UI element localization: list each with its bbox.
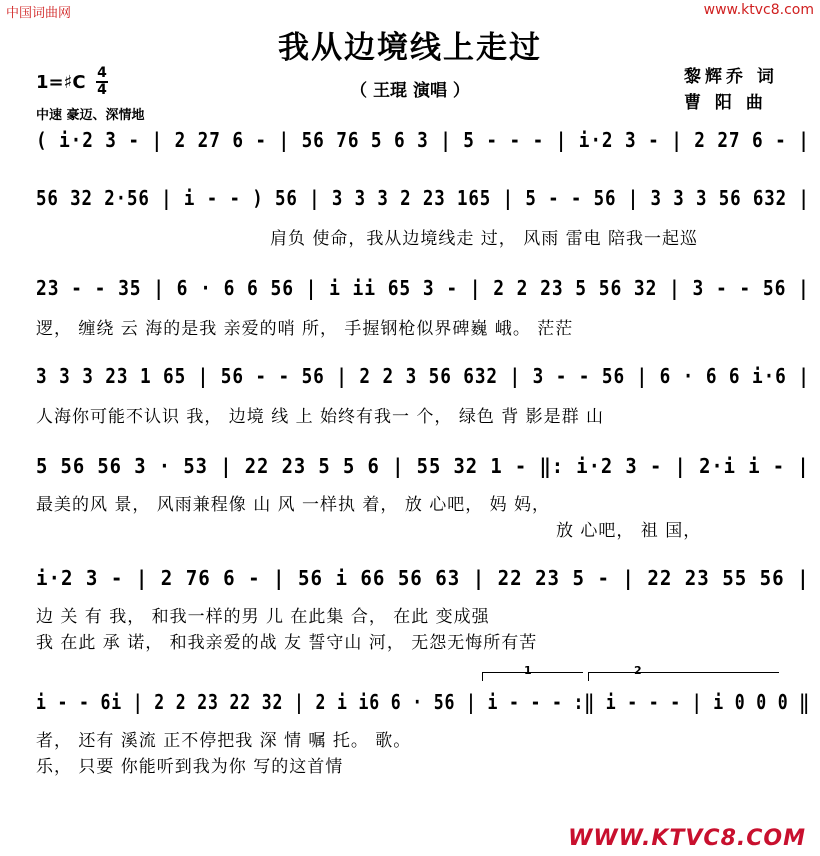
notation-line-3: 23 - - 35 | 6 · 6 6 56 | i ii 65 3 - | 2 2 23 5 56 32 | 3 - - 56 | xyxy=(36,276,810,300)
singer-credit: （ 王琨 演唱 ） xyxy=(350,81,470,101)
notation-line-4: 3 3 3 23 1 65 | 56 - - 56 | 2 2 3 56 632 | 3 - - 56 | 6 · 6 6 i·6 | xyxy=(36,364,810,388)
lyrics-line-5b: 放 心吧， 祖 国， xyxy=(556,521,702,541)
notation-line-5: 5 56 56 3 · 53 | 22 23 5 5 6 | 55 32 1 - ‖: i·2 3 - | 2·i i - | xyxy=(36,454,810,478)
time-signature xyxy=(96,66,108,98)
lyrics-line-6b: 我 在此 承 诺， 和我亲爱的战 友 誓守山 河， 无怨无悔所有苦 xyxy=(36,633,538,653)
key-signature: 1=♯C xyxy=(36,72,86,93)
meter-bottom: 4 xyxy=(97,82,107,98)
notation-line-7: i - - 6i | 2 2 23 22 32 | 2 i i6 6 · 56 | i - - - :‖ i - - - | i 0 0 0 ‖ xyxy=(36,690,810,714)
lyrics-line-6a: 边 关 有 我， 和我一样的男 儿 在此集 合， 在此 变成强 xyxy=(36,607,490,627)
watermark-site-url: www.ktvc8.com xyxy=(703,2,814,18)
lyrics-line-7b: 乐， 只要 你能听到我为你 写的这首情 xyxy=(36,757,344,777)
lyrics-line-5a: 最美的风 景， 风雨兼程像 山 风 一样执 着， 放 心吧， 妈 妈， xyxy=(36,495,551,515)
meter-top: 4 xyxy=(97,65,107,81)
volta-bracket-2 xyxy=(588,672,779,681)
watermark-bottom-url: WWW.KTVC8.COM xyxy=(568,826,806,851)
composer-credit: 曹 阳 曲 xyxy=(684,93,767,113)
watermark-site-cn: 中国词曲网 xyxy=(6,6,72,21)
tempo-marking: 中速 豪迈、深情地 xyxy=(36,108,145,123)
volta-label-1: 1 xyxy=(524,664,532,677)
song-title: 我从边境线上走过 xyxy=(278,30,542,66)
notation-line-6: i·2 3 - | 2 76 6 - | 56 i 66 56 63 | 22 23 5 - | 22 23 55 56 | xyxy=(36,566,810,590)
lyrics-line-3: 逻， 缠绕 云 海的是我 亲爱的哨 所， 手握钢枪似界碑巍 峨。 茫茫 xyxy=(36,319,574,339)
lyrics-line-7a: 者， 还有 溪流 正不停把我 深 情 嘱 托。 歌。 xyxy=(36,731,412,751)
notation-line-2: 56 32 2·56 | i - - ) 56 | 3 3 3 2 23 165 | 5 - - 56 | 3 3 3 56 632 | xyxy=(36,186,810,210)
notation-line-1: ( i·2 3 - | 2 27 6 - | 56 76 5 6 3 | 5 - - - | i·2 3 - | 2 27 6 - | xyxy=(36,128,810,152)
lyrics-line-2: 肩负 使命，我从边境线走 过， 风雨 雷电 陪我一起巡 xyxy=(270,229,699,249)
volta-label-2: 2 xyxy=(634,664,642,677)
lyrics-line-4: 人海你可能不认识 我， 边境 线 上 始终有我一 个， 绿色 背 影是群 山 xyxy=(36,407,605,427)
lyricist-credit: 黎辉乔 词 xyxy=(684,67,778,87)
volta-bracket-1 xyxy=(482,672,583,681)
